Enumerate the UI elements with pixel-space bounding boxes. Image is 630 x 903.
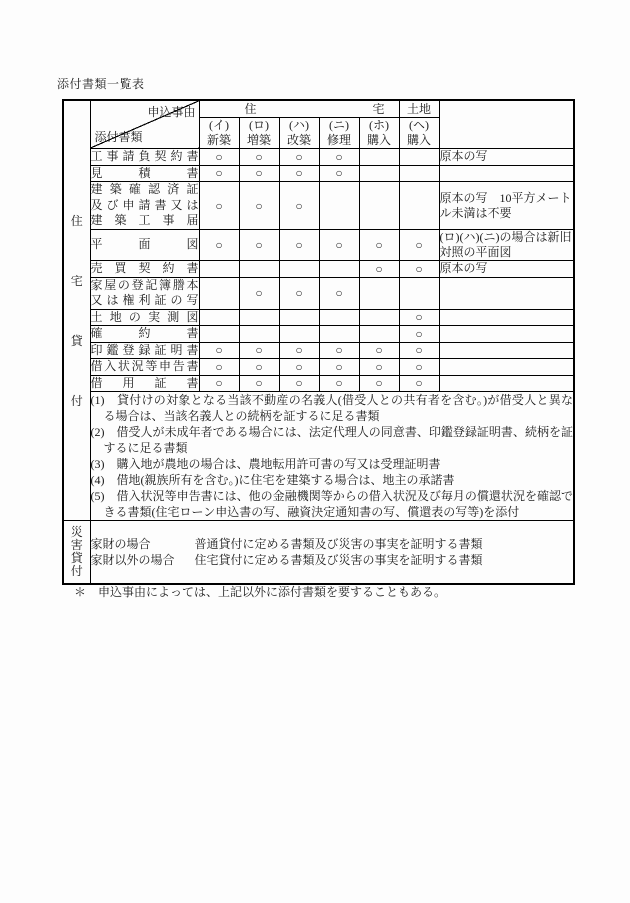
mark-cell: ○ [359, 261, 399, 278]
mark-cell: ○ [199, 230, 239, 261]
mark-cell: ○ [279, 342, 319, 359]
note-item: (1) 貸付けの対象となる当該不動産の名義人(借受人との共有者を含む。)が借受人と異なる場合は、当該名義人との続柄を証するに足る書類 [90, 393, 573, 423]
mark-cell: ○ [319, 165, 359, 182]
column-header-new-construction: (イ) 新築 [199, 118, 239, 149]
attachments-table [62, 99, 575, 585]
mark-cell: ○ [199, 375, 239, 392]
remark-cell [439, 326, 574, 343]
table-row [63, 165, 574, 182]
mark-cell: ○ [399, 342, 439, 359]
disaster-loan-content [90, 521, 574, 584]
mark-cell: ○ [399, 230, 439, 261]
document-name-cell: 建築確認済証 及び申請書又は 建築工事届 [90, 182, 199, 230]
mark-cell: ○ [279, 375, 319, 392]
mark-cell: ○ [279, 230, 319, 261]
document-name-cell: 借用証書 [90, 375, 199, 390]
mark-cell [279, 261, 319, 278]
document-name-cell: 確約書 [90, 326, 199, 340]
column-header-renovation: (ハ) 改築 [279, 118, 319, 149]
mark-cell [359, 309, 399, 326]
table-row [63, 309, 574, 326]
mark-cell [359, 149, 399, 166]
page-title: 添付書類一覧表 [57, 77, 145, 91]
mark-cell: ○ [319, 342, 359, 359]
document-name-cell: 借入状況等申告書 [90, 359, 199, 373]
mark-cell [359, 277, 399, 309]
table-row [63, 326, 574, 343]
document-name-cell: 印鑑登録証明書 [90, 342, 199, 357]
mark-cell: ○ [319, 359, 359, 376]
group-header-land: 土地 [399, 100, 439, 118]
mark-cell [359, 182, 399, 230]
notes-row [63, 392, 574, 521]
mark-cell: ○ [399, 309, 439, 326]
mark-cell [279, 309, 319, 326]
mark-cell: ○ [239, 230, 279, 261]
mark-cell [199, 309, 239, 326]
mark-cell: ○ [359, 375, 399, 392]
note-item: (4) 借地(親族所有を含む。)に住宅を建築する場合は、地主の承諾書 [90, 473, 455, 487]
mark-cell: ○ [239, 277, 279, 309]
document-name-cell: 土地の実測図 [90, 309, 199, 324]
mark-cell [319, 182, 359, 230]
table-row [63, 182, 574, 230]
document-name-cell: 家屋の登記簿謄本 又は権利証の写 [90, 277, 199, 307]
mark-cell [199, 277, 239, 309]
mark-cell: ○ [199, 342, 239, 359]
remark-cell [439, 342, 574, 359]
mark-cell [239, 309, 279, 326]
mark-cell: ○ [319, 230, 359, 261]
mark-cell: ○ [319, 149, 359, 166]
header-corner-cell [90, 100, 199, 149]
mark-cell: ○ [199, 165, 239, 182]
mark-cell: ○ [399, 375, 439, 392]
mark-cell: ○ [399, 359, 439, 376]
mark-cell: ○ [279, 359, 319, 376]
mark-cell: ○ [359, 359, 399, 376]
mark-cell: ○ [239, 165, 279, 182]
disaster-case-row: 家財の場合 普通貸付に定める書類及び災害の事実を証明する書類 [90, 536, 483, 551]
section-label-disaster-loan: 災 害 貸 付 [63, 521, 90, 584]
column-header-repair: (ニ) 修理 [319, 118, 359, 149]
mark-cell [399, 165, 439, 182]
mark-cell: ○ [199, 182, 239, 230]
column-header-extension: (ロ) 増築 [239, 118, 279, 149]
mark-cell [279, 326, 319, 343]
mark-cell [399, 149, 439, 166]
note-item: (2) 借受人が未成年者である場合には、法定代理人の同意書、印鑑登録証明書、続柄を証するに足る書類 [90, 425, 573, 455]
mark-cell: ○ [399, 261, 439, 278]
column-header-land-purchase: (ヘ) 購入 [399, 118, 439, 149]
mark-cell [239, 261, 279, 278]
note-item: (3) 購入地が農地の場合は、農地転用許可書の写又は受理証明書 [90, 457, 441, 471]
notes-cell [90, 392, 574, 521]
mark-cell [359, 165, 399, 182]
table-row [63, 375, 574, 392]
table-row [63, 149, 574, 166]
mark-cell: ○ [279, 165, 319, 182]
remark-cell: 原本の写 [439, 261, 574, 278]
mark-cell: ○ [279, 182, 319, 230]
mark-cell: ○ [279, 277, 319, 309]
column-header-house-purchase: (ホ) 購入 [359, 118, 399, 149]
remark-cell [439, 375, 574, 392]
mark-cell [359, 326, 399, 343]
mark-cell: ○ [359, 230, 399, 261]
table-row [63, 359, 574, 376]
mark-cell [239, 326, 279, 343]
mark-cell [319, 309, 359, 326]
disaster-loan-row [63, 521, 574, 584]
mark-cell: ○ [239, 375, 279, 392]
disaster-case-row: 家財以外の場合 住宅貸付に定める書類及び災害の事実を証明する書類 [90, 552, 483, 567]
group-header-housing: 住 宅 [199, 100, 399, 118]
remark-cell: 原本の写 [439, 149, 574, 166]
mark-cell [199, 326, 239, 343]
remark-cell [439, 165, 574, 182]
mark-cell [319, 261, 359, 278]
table-row [63, 230, 574, 261]
mark-cell [199, 261, 239, 278]
section-label-housing-loan: 住 宅 貸 付 [63, 100, 90, 521]
remark-cell: 原本の写 10平方メートル未満は不要 [439, 182, 574, 230]
mark-cell: ○ [199, 359, 239, 376]
remark-cell [439, 277, 574, 309]
mark-cell [319, 326, 359, 343]
corner-label-attached-documents: 添付書類 [94, 130, 143, 144]
mark-cell: ○ [359, 342, 399, 359]
document-name-cell: 平面図 [90, 230, 199, 261]
corner-label-application-reason: 申込事由 [147, 105, 196, 119]
table-row [63, 342, 574, 359]
mark-cell: ○ [199, 149, 239, 166]
remark-cell [439, 309, 574, 326]
document-name-cell: 見積書 [90, 165, 199, 180]
document-name-cell: 売買契約書 [90, 261, 199, 275]
table-row [63, 277, 574, 309]
mark-cell: ○ [399, 326, 439, 343]
remark-cell: (ロ)(ハ)(ニ)の場合は新旧対照の平面図 [439, 230, 574, 261]
mark-cell: ○ [239, 182, 279, 230]
remark-cell [439, 359, 574, 376]
table-row [63, 261, 574, 278]
mark-cell [399, 182, 439, 230]
mark-cell [399, 277, 439, 309]
mark-cell: ○ [239, 359, 279, 376]
note-item: (5) 借入状況等申告書には、他の金融機関等からの借入状況及び毎月の償還状況を確認できる書類(住宅ローン申込書の写、融資決定通知書の写、償還表の写等)を添付 [90, 489, 573, 519]
mark-cell: ○ [319, 375, 359, 392]
footnote: ＊ 申込事由によっては、上記以外に添付書類を要することもある。 [74, 585, 447, 599]
document-name-cell: 工事請負契約書 [90, 149, 199, 163]
mark-cell: ○ [279, 149, 319, 166]
remark-header-cell [439, 100, 574, 149]
mark-cell: ○ [239, 342, 279, 359]
mark-cell: ○ [239, 149, 279, 166]
mark-cell: ○ [319, 277, 359, 309]
